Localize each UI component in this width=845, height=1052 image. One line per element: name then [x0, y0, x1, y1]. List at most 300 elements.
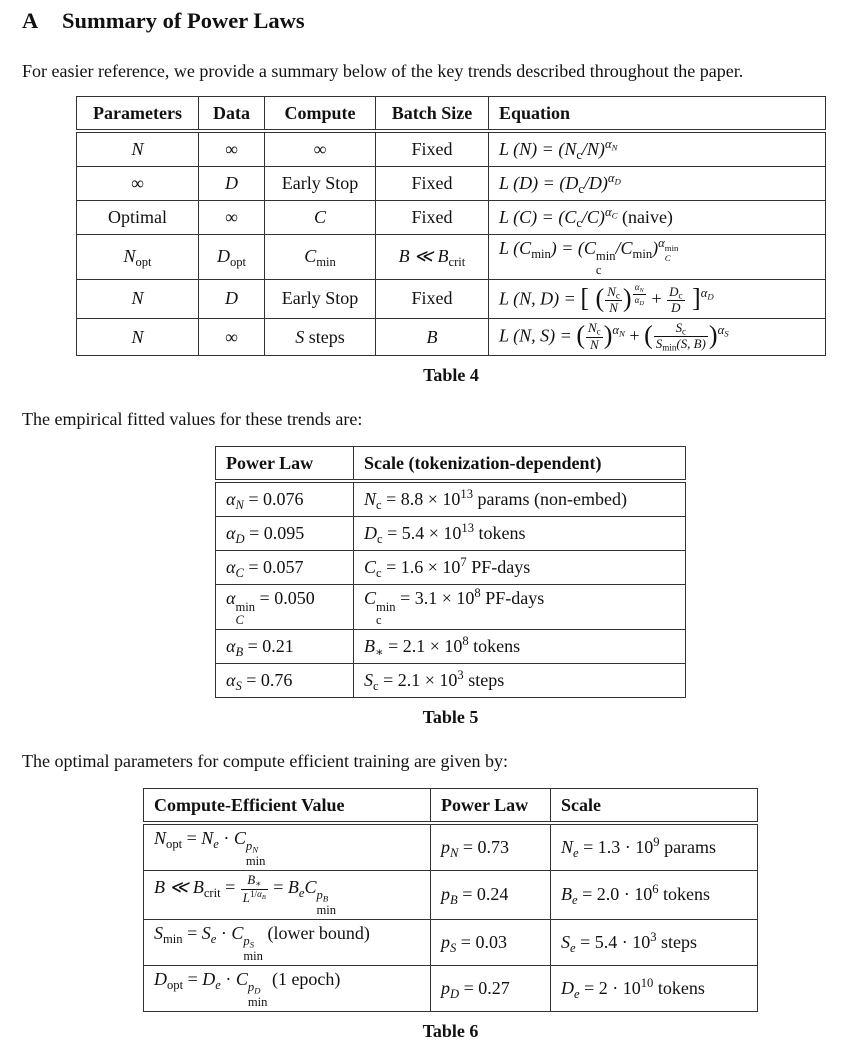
denominator [605, 301, 622, 315]
subscript [243, 950, 263, 963]
math-text: D [364, 523, 377, 544]
bracket: ( [576, 320, 586, 350]
header-compute: Compute [265, 97, 376, 132]
sub-superscript [246, 840, 266, 868]
superscript: 8 [474, 586, 481, 601]
math-text: S [249, 940, 255, 950]
math-text: S [561, 931, 570, 952]
denominator [241, 890, 268, 905]
math-text: e [573, 845, 579, 860]
fraction [667, 285, 684, 316]
math-text: D [254, 985, 261, 996]
subscript [724, 329, 728, 339]
math-text: min [595, 249, 616, 264]
math-text: D [450, 986, 460, 1001]
math-text: α [226, 588, 236, 609]
math-text: p [245, 839, 253, 854]
math-text: steps [656, 931, 698, 952]
math-text: S [675, 319, 683, 335]
cell-compute [265, 318, 376, 356]
numerator [667, 285, 684, 302]
math-text: = 0.27 [459, 977, 510, 998]
math-text: e [213, 836, 219, 851]
superscript [632, 281, 647, 307]
header-data: Data [199, 97, 265, 132]
optimal-parameters-paragraph: The optimal parameters for compute efficient training are given by: [22, 751, 508, 771]
math-text: = [268, 877, 288, 898]
subscript [235, 498, 243, 512]
cell-data [199, 167, 265, 201]
math-text: tokens [658, 884, 711, 905]
sub-superscript [596, 250, 616, 276]
table-4-header [77, 97, 826, 132]
superscript: 13 [460, 487, 474, 502]
math-text: C [611, 210, 618, 221]
denominator [667, 301, 684, 315]
math-text: = 0.095 [244, 523, 305, 544]
math-text: α [257, 888, 262, 899]
math-text: N [252, 844, 259, 855]
table-4-block [76, 96, 826, 386]
superscript [612, 323, 625, 337]
sub-superscript [248, 981, 268, 1009]
superscript: 3 [650, 929, 657, 944]
cell-equation [489, 201, 826, 235]
cell-scale [551, 966, 758, 1012]
fitted-values-paragraph: The empirical fitted values for these trends are: [22, 409, 363, 430]
math-text: = 0.73 [458, 836, 510, 857]
table-6-caption: Table 6 [422, 1021, 479, 1041]
superscript [658, 236, 679, 263]
superscript [317, 889, 337, 903]
math-text: min [316, 902, 337, 917]
math-text: C [235, 969, 248, 990]
math-text: S [201, 923, 211, 944]
cell-data [199, 235, 265, 280]
bracket: ] [685, 283, 701, 313]
math-text: N [450, 845, 459, 860]
table-5 [215, 446, 686, 698]
math-text: N [611, 142, 618, 153]
math-text: B [287, 877, 299, 898]
table-row [216, 517, 686, 551]
cell-parameters [77, 318, 199, 356]
subscript: opt [135, 254, 152, 269]
cell-compute-efficient-value [144, 966, 431, 1012]
superscript [243, 935, 263, 949]
subscript [665, 254, 679, 263]
subscript: ∗ [255, 878, 262, 889]
subscript [235, 614, 255, 627]
header-batch-size: Batch Size [376, 97, 489, 132]
subscript: opt [167, 977, 184, 992]
cell-scale [354, 630, 686, 664]
math-text: = 2 · 10 [579, 977, 641, 998]
subscript [450, 987, 459, 1001]
math-text: = [182, 923, 202, 944]
bracket: [ ( [580, 283, 605, 313]
math-text: N [590, 337, 599, 353]
math-text: N [588, 320, 597, 336]
math-text: /C [615, 238, 633, 258]
math-text: α [607, 170, 615, 185]
math-text: B [235, 644, 244, 659]
sub-superscript [376, 601, 396, 627]
cell-scale [551, 823, 758, 870]
math-text: N [131, 288, 144, 309]
subscript: min [662, 343, 677, 354]
math-text: D [614, 176, 621, 187]
math-text: B [322, 894, 329, 905]
math-text: e [574, 986, 580, 1001]
superscript: 3 [457, 667, 464, 682]
math-text: L (C) = (C [499, 206, 577, 227]
fraction [654, 321, 708, 354]
math-text: ∞ [225, 139, 238, 160]
subscript [248, 996, 268, 1009]
cell-compute-efficient-value [144, 920, 431, 966]
superscript [701, 286, 714, 300]
math-text: S [295, 326, 305, 347]
math-text: (S, B) [676, 336, 706, 352]
math-text: = 2.1 × 10 [378, 669, 458, 690]
math-text: α [612, 323, 620, 338]
math-text: = 2.0 · 10 [577, 884, 653, 905]
math-text: tokens [653, 977, 705, 998]
math-text: c [595, 262, 602, 277]
table-5-caption: Table 5 [422, 707, 479, 727]
header-compute-efficient-value: Compute-Efficient Value [144, 789, 431, 824]
math-text: α [226, 557, 236, 578]
math-text: S [154, 923, 163, 944]
table-4-caption: Table 4 [423, 365, 479, 386]
math-text: B [426, 326, 438, 347]
table-row [77, 235, 826, 280]
subscript [262, 894, 266, 901]
math-text: D [216, 246, 230, 267]
math-text: = [183, 969, 203, 990]
numerator [586, 321, 603, 338]
math-text: S [724, 328, 729, 339]
math-text: = 5.4 · 10 [575, 931, 651, 952]
cell-scale [354, 664, 686, 698]
subscript: min [632, 246, 653, 261]
superscript: 6 [652, 882, 659, 897]
math-text: L (C [499, 238, 532, 258]
math-text: e [298, 885, 305, 900]
cell-power-law [216, 517, 354, 551]
numerator [241, 873, 268, 890]
math-text: α [658, 236, 665, 251]
math-text: ∞ [225, 326, 238, 347]
math-text: = 0.21 [243, 635, 294, 656]
sub-superscript [243, 935, 263, 963]
header-scale: Scale [551, 789, 758, 824]
math-text: N [561, 836, 574, 857]
table-row [216, 630, 686, 664]
math-text: Early Stop [281, 173, 359, 194]
math-text: C [664, 252, 671, 263]
subscript: min [531, 246, 551, 261]
cell-power-law [431, 823, 551, 870]
math-text: min [376, 599, 396, 614]
sub-superscript [235, 601, 255, 627]
math-text: B [561, 884, 572, 905]
superscript [246, 840, 266, 854]
bracket: ( [644, 320, 653, 350]
math-text: D [225, 173, 238, 194]
table-row [77, 201, 826, 235]
math-text: α [226, 635, 236, 656]
table-row [216, 481, 686, 517]
cell-parameters [77, 279, 199, 318]
math-text: D [202, 969, 216, 990]
math-text: (naive) [617, 206, 673, 227]
math-text: min [245, 853, 266, 868]
math-text: = 0.24 [457, 884, 509, 905]
superscript [250, 889, 266, 899]
math-text: D [561, 977, 574, 998]
math-text: = 1.3 · 10 [578, 836, 654, 857]
math-text: B [247, 871, 256, 887]
cell-scale [354, 481, 686, 517]
math-text: = 0.76 [241, 669, 293, 690]
denominator [654, 337, 708, 353]
cell-data [199, 131, 265, 167]
header-power-law: Power Law [216, 447, 354, 482]
math-text: D [671, 300, 681, 316]
math-text: PF-days [466, 557, 531, 578]
subscript [640, 287, 644, 294]
math-text: c [376, 612, 382, 627]
cell-batch-size [376, 235, 489, 280]
cell-power-law [216, 664, 354, 698]
cell-compute-efficient-value [144, 870, 431, 919]
sub-superscript [665, 244, 679, 263]
math-text: α [226, 669, 236, 690]
math-text: B ≪ B [154, 877, 204, 898]
subscript: opt [229, 254, 247, 269]
subscript: c [678, 290, 683, 301]
table-row [216, 664, 686, 698]
superscript [608, 171, 621, 185]
math-text: min [243, 948, 263, 963]
math-text: L (D) = (D [499, 172, 579, 193]
superscript: 7 [460, 555, 467, 570]
math-text: e [215, 977, 221, 992]
cell-equation [489, 279, 826, 318]
cell-parameters [77, 201, 199, 235]
cell-parameters [77, 235, 199, 280]
math-text: L (N) = (N [499, 138, 577, 159]
subscript [707, 292, 713, 302]
cell-batch-size [376, 318, 489, 356]
cell-scale [354, 517, 686, 551]
math-text: p [441, 884, 450, 905]
math-text: L (N, D) = [499, 288, 581, 309]
cell-compute [265, 167, 376, 201]
fraction [633, 282, 646, 307]
math-text: Early Stop [281, 288, 359, 309]
math-text: D [639, 299, 644, 307]
table-row [144, 823, 758, 870]
math-text: /D) [583, 172, 608, 193]
subscript: c [682, 326, 687, 337]
math-text: N [123, 246, 136, 267]
math-text: ) = (C [550, 238, 596, 258]
cell-scale [354, 551, 686, 585]
fraction [241, 873, 268, 905]
cell-power-law [216, 630, 354, 664]
math-text: + [624, 325, 645, 346]
cell-parameters [77, 167, 199, 201]
math-text: p [441, 931, 450, 952]
cell-power-law [216, 585, 354, 630]
subscript [235, 532, 244, 546]
math-text: ) [652, 238, 659, 258]
math-text: C [304, 246, 317, 267]
subscript: crit [448, 254, 466, 269]
math-text: · [216, 923, 232, 944]
cell-scale [354, 585, 686, 630]
subscript: c [373, 678, 379, 693]
superscript [605, 205, 618, 219]
cell-compute-efficient-value [144, 823, 431, 870]
math-text: p [441, 977, 450, 998]
table-6 [143, 788, 758, 1012]
header-equation: Equation [489, 97, 826, 132]
table-row [216, 585, 686, 630]
math-text: = 1.6 × 10 [381, 557, 461, 578]
table-row [216, 551, 686, 585]
subscript: c [578, 181, 584, 196]
cell-power-law [431, 920, 551, 966]
subscript [376, 614, 396, 627]
math-text: = 8.8 × 10 [381, 489, 461, 510]
math-text: + [646, 288, 667, 309]
cell-scale [551, 920, 758, 966]
math-text: p [243, 934, 250, 949]
math-text: ∞ [313, 139, 327, 160]
cell-data [199, 279, 265, 318]
math-text: e [570, 940, 576, 955]
subscript [615, 177, 621, 187]
math-text: N [639, 286, 644, 294]
math-text: α [700, 286, 708, 301]
header-power-law: Power Law [431, 789, 551, 824]
table-5-header [216, 447, 686, 482]
cell-compute [265, 279, 376, 318]
subscript [596, 264, 616, 277]
math-text: C [231, 923, 244, 944]
math-text: N [364, 489, 377, 510]
cell-power-law [431, 870, 551, 919]
math-text: = 2.1 × 10 [383, 635, 463, 656]
math-text: = 3.1 × 10 [395, 588, 475, 609]
subscript: ∗ [375, 644, 384, 659]
subscript: c [576, 215, 582, 230]
math-text: D [154, 969, 167, 990]
cell-batch-size [376, 131, 489, 167]
math-text: params [659, 836, 717, 857]
cell-data [199, 318, 265, 356]
cell-compute [265, 235, 376, 280]
subscript: c [376, 497, 382, 512]
subscript [235, 566, 243, 580]
math-text: C [233, 828, 246, 848]
math-text: = 5.4 × 10 [382, 523, 462, 544]
math-text: (1 epoch) [267, 969, 341, 990]
cell-batch-size [376, 201, 489, 235]
math-text: C [235, 565, 244, 580]
subscript: opt [166, 836, 183, 851]
math-text: N [609, 300, 618, 316]
bracket: ) [622, 283, 632, 313]
cell-parameters [77, 131, 199, 167]
math-text: e [572, 893, 578, 908]
cell-compute [265, 131, 376, 167]
cell-power-law [216, 481, 354, 517]
math-text: Fixed [411, 173, 453, 194]
table-row [144, 870, 758, 919]
math-text: /N) [581, 138, 605, 159]
cell-compute [265, 201, 376, 235]
math-text: C [364, 588, 377, 609]
cell-data [199, 201, 265, 235]
bracket: ) [708, 320, 718, 350]
table-4 [76, 96, 826, 356]
superscript: 9 [653, 834, 660, 849]
section-number: A [22, 8, 39, 33]
math-text: α [717, 323, 725, 338]
math-text: min [664, 243, 679, 254]
subscript [450, 893, 458, 907]
cell-batch-size [376, 167, 489, 201]
math-text: /C) [581, 206, 605, 227]
math-text: S [655, 336, 663, 352]
math-text: min [247, 994, 268, 1009]
math-text: S [450, 940, 457, 955]
table-row [77, 279, 826, 318]
math-text: L [242, 889, 251, 905]
math-text: tokens [468, 635, 521, 656]
cell-power-law [216, 551, 354, 585]
math-text: params (non-embed) [473, 489, 627, 510]
superscript [718, 323, 729, 337]
table-row [144, 966, 758, 1012]
math-text: ∞ [131, 173, 144, 194]
math-text: = 0.076 [243, 489, 304, 510]
math-text: α [604, 136, 612, 151]
math-text: N [619, 328, 625, 339]
subscript: crit [203, 885, 221, 900]
math-text: = 0.057 [243, 557, 304, 578]
math-text: α [634, 294, 640, 305]
superscript: 10 [640, 975, 654, 990]
math-text: p [316, 888, 323, 903]
math-text: 1/ [250, 888, 258, 899]
math-text: ∞ [225, 207, 238, 228]
subscript [317, 904, 337, 917]
math-text: N [131, 139, 144, 160]
math-text: α [226, 523, 236, 544]
header-parameters: Parameters [77, 97, 199, 132]
superscript [605, 137, 618, 151]
subscript: c [377, 531, 383, 546]
fraction [586, 321, 603, 352]
math-text: D [225, 288, 238, 309]
numerator [605, 285, 622, 302]
